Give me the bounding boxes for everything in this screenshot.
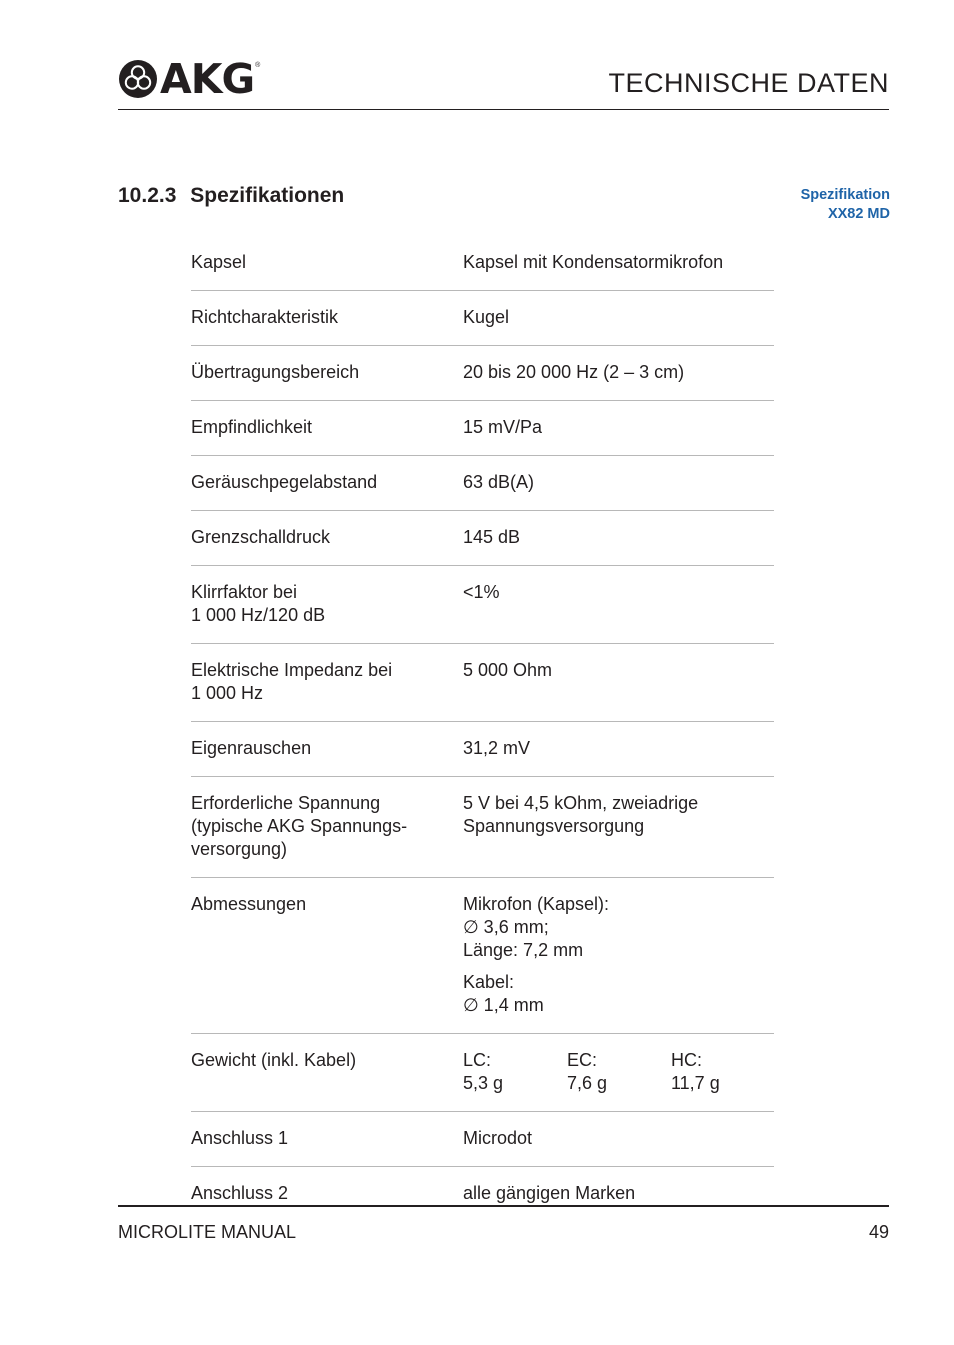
spec-label bbox=[191, 416, 463, 439]
spec-label-line: Anschluss 2 bbox=[191, 1183, 289, 1203]
spec-label-line: Geräuschpegelabstand bbox=[191, 472, 378, 492]
section-heading bbox=[118, 184, 344, 208]
spec-value bbox=[463, 659, 774, 705]
spec-label-line: Abmessungen bbox=[191, 894, 307, 914]
side-note bbox=[801, 186, 890, 224]
header-title: TECHNISCHE DATEN bbox=[608, 68, 889, 98]
spec-label-line: (typische AKG Spannungs- bbox=[191, 816, 408, 836]
spec-value bbox=[463, 792, 774, 861]
spec-value-line: 63 dB(A) bbox=[463, 472, 535, 492]
spec-label-line: Grenzschalldruck bbox=[191, 527, 331, 547]
logo-registered-mark: ® bbox=[255, 62, 261, 69]
spec-value bbox=[463, 737, 774, 760]
page-number: 49 bbox=[868, 1222, 889, 1242]
footer-manual-title: MICROLITE MANUAL bbox=[118, 1222, 297, 1242]
side-note-line-2: XX82 MD bbox=[827, 206, 890, 222]
spec-label-line: Übertragungsbereich bbox=[191, 362, 360, 382]
spec-value-line: 15 mV/Pa bbox=[463, 417, 543, 437]
spec-value-line: 20 bis 20 000 Hz (2 – 3 cm) bbox=[463, 362, 685, 382]
spec-value-line: Kugel bbox=[463, 307, 510, 327]
spec-value-line: Microdot bbox=[463, 1128, 533, 1148]
spec-value-line: 5 V bei 4,5 kOhm, zweiadrige bbox=[463, 793, 699, 813]
spec-value bbox=[463, 361, 774, 384]
spec-value-line: LC: bbox=[463, 1050, 492, 1070]
spec-value bbox=[463, 251, 774, 274]
spec-row bbox=[191, 346, 774, 401]
spec-value bbox=[463, 471, 774, 494]
spec-row bbox=[191, 878, 774, 1034]
spec-label bbox=[191, 1182, 463, 1205]
spec-row bbox=[191, 644, 774, 722]
spec-value-line: 145 dB bbox=[463, 527, 521, 547]
spec-label bbox=[191, 306, 463, 329]
spec-value-line: Länge: 7,2 mm bbox=[463, 940, 584, 960]
spec-label bbox=[191, 1127, 463, 1150]
akg-logo-icon bbox=[118, 59, 158, 99]
spec-row bbox=[191, 456, 774, 511]
side-note-line-1: Spezifikation bbox=[800, 187, 890, 203]
spec-value-line: alle gängigen Marken bbox=[463, 1183, 636, 1203]
spec-value-line: EC: bbox=[567, 1050, 598, 1070]
spec-value-line: 5 000 Ohm bbox=[463, 660, 553, 680]
spec-label-line: Klirrfaktor bei bbox=[191, 582, 298, 602]
spec-row bbox=[191, 236, 774, 291]
spec-value-line: Kapsel mit Kondensatormikrofon bbox=[463, 252, 724, 272]
spec-row bbox=[191, 401, 774, 456]
spec-value bbox=[463, 1127, 774, 1150]
spec-label-line: 1 000 Hz bbox=[191, 683, 264, 703]
spec-label bbox=[191, 1049, 463, 1095]
spec-value-line: 5,3 g bbox=[463, 1073, 504, 1093]
spec-value-line: Kabel: bbox=[463, 972, 515, 992]
weight-column bbox=[671, 1049, 775, 1095]
akg-logo bbox=[118, 55, 261, 103]
spec-label-line: Elektrische Impedanz bei bbox=[191, 660, 393, 680]
spec-value-line: 7,6 g bbox=[567, 1073, 608, 1093]
spec-label bbox=[191, 581, 463, 627]
spec-label-line: Anschluss 1 bbox=[191, 1128, 289, 1148]
logo-text: AKG bbox=[160, 55, 255, 103]
spec-value-line: 31,2 mV bbox=[463, 738, 531, 758]
spec-value-line: ∅ 1,4 mm bbox=[463, 995, 544, 1015]
spec-row bbox=[191, 291, 774, 346]
spec-value bbox=[463, 306, 774, 329]
spec-label bbox=[191, 792, 463, 861]
weight-column bbox=[567, 1049, 671, 1095]
spec-value-block bbox=[463, 971, 774, 1017]
spec-label-line: Kapsel bbox=[191, 252, 247, 272]
section-number: 10.2.3 bbox=[118, 184, 177, 207]
spec-label bbox=[191, 526, 463, 549]
spec-row bbox=[191, 511, 774, 566]
spec-label bbox=[191, 737, 463, 760]
spec-label-line: Richtcharakteristik bbox=[191, 307, 339, 327]
spec-value-line: 11,7 g bbox=[671, 1073, 720, 1093]
spec-value bbox=[463, 1182, 774, 1205]
spec-row bbox=[191, 1112, 774, 1167]
spec-label bbox=[191, 893, 463, 1017]
spec-value bbox=[463, 893, 774, 1017]
spec-label-line: versorgung) bbox=[191, 839, 288, 859]
spec-label-line: Eigenrauschen bbox=[191, 738, 312, 758]
spec-value-line: HC: bbox=[671, 1050, 702, 1070]
spec-label bbox=[191, 251, 463, 274]
spec-row bbox=[191, 722, 774, 777]
spec-value-line: Mikrofon (Kapsel): bbox=[463, 894, 610, 914]
spec-label-line: Gewicht (inkl. Kabel) bbox=[191, 1050, 357, 1070]
footer-rule bbox=[118, 1205, 889, 1207]
spec-value-line: ∅ 3,6 mm; bbox=[463, 917, 549, 937]
spec-row bbox=[191, 566, 774, 644]
spec-value-line: Spannungsversorgung bbox=[463, 816, 645, 836]
spec-label bbox=[191, 659, 463, 705]
weight-column bbox=[463, 1049, 567, 1095]
section-title: Spezifikationen bbox=[190, 184, 345, 207]
spec-label-line: Empfindlichkeit bbox=[191, 417, 313, 437]
spec-row bbox=[191, 777, 774, 878]
spec-table bbox=[191, 236, 774, 1221]
spec-label bbox=[191, 361, 463, 384]
weight-columns bbox=[463, 1049, 775, 1095]
spec-label-line: 1 000 Hz/120 dB bbox=[191, 605, 326, 625]
header-rule bbox=[118, 109, 889, 110]
spec-value-line: <1% bbox=[463, 582, 500, 602]
spec-label-line: Erforderliche Spannung bbox=[191, 793, 381, 813]
spec-value bbox=[463, 416, 774, 439]
spec-value bbox=[463, 581, 774, 627]
spec-value bbox=[463, 1049, 775, 1095]
spec-label bbox=[191, 471, 463, 494]
spec-value-block bbox=[463, 893, 774, 962]
spec-value bbox=[463, 526, 774, 549]
spec-row bbox=[191, 1034, 774, 1112]
spec-row bbox=[191, 1167, 774, 1221]
